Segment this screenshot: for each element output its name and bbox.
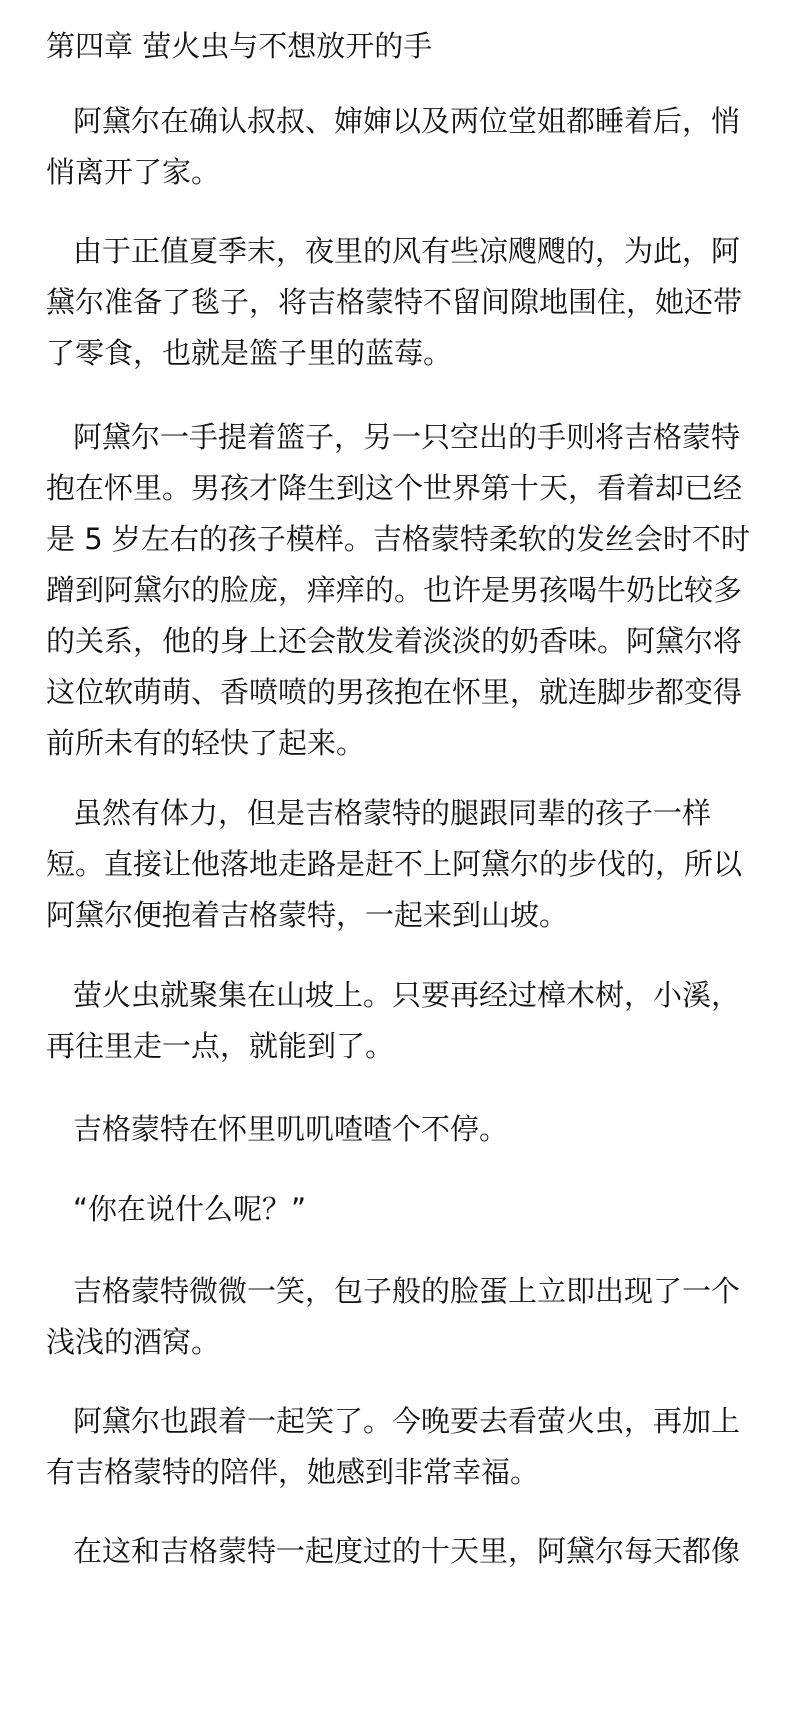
paragraph-7-dialogue	[46, 1184, 766, 1235]
paragraph-line: 蹭到阿黛尔的脸庞，痒痒的。也许是男孩喝牛奶比较多	[46, 573, 743, 607]
paragraph-line: 浅浅的酒窝。	[46, 1325, 221, 1359]
paragraph-3	[46, 412, 766, 769]
paragraph-8	[46, 1266, 766, 1368]
paragraph-line: 阿黛尔便抱着吉格蒙特，一起来到山坡。	[46, 898, 569, 932]
paragraph-2	[46, 226, 766, 379]
paragraph-line: 前所未有的轻快了起来。	[46, 726, 366, 760]
paragraph-line: 悄离开了家。	[46, 155, 221, 189]
paragraph-line: 阿黛尔也跟着一起笑了。今晚要去看萤火虫，再加上	[73, 1404, 741, 1438]
paragraph-line: 有吉格蒙特的陪伴，她感到非常幸福。	[46, 1455, 540, 1489]
paragraph-line: 黛尔准备了毯子，将吉格蒙特不留间隙地围住，她还带	[46, 285, 743, 319]
paragraph-line: 这位软萌萌、香喷喷的男孩抱在怀里，就连脚步都变得	[46, 675, 743, 709]
paragraph-line: 在这和吉格蒙特一起度过的十天里，阿黛尔每天都像	[73, 1534, 741, 1568]
paragraph-5	[46, 970, 766, 1072]
paragraph-line: “你在说什么呢？”	[73, 1192, 307, 1226]
paragraph-9	[46, 1396, 766, 1498]
paragraph-line: 吉格蒙特在怀里叽叽喳喳个不停。	[73, 1112, 509, 1146]
paragraph-line: 虽然有体力，但是吉格蒙特的腿跟同辈的孩子一样	[73, 796, 712, 830]
paragraph-line: 的关系，他的身上还会散发着淡淡的奶香味。阿黛尔将	[46, 624, 743, 658]
paragraph-line: 由于正值夏季末，夜里的风有些凉飕飕的，为此，阿	[73, 234, 741, 268]
paragraph-line: 阿黛尔一手提着篮子，另一只空出的手则将吉格蒙特	[73, 420, 741, 454]
paragraph-line: 萤火虫就聚集在山坡上。只要再经过樟木树，小溪，	[73, 978, 741, 1012]
paragraph-4	[46, 788, 766, 941]
chapter-title: 第四章 萤火虫与不想放开的手	[46, 29, 433, 63]
paragraph-6	[46, 1104, 766, 1155]
paragraph-line: 短。直接让他落地走路是赶不上阿黛尔的步伐的，所以	[46, 847, 743, 881]
paragraph-line: 抱在怀里。男孩才降生到这个世界第十天，看着却已经	[46, 471, 743, 505]
paragraph-1	[46, 96, 766, 198]
paragraph-line: 了零食，也就是篮子里的蓝莓。	[46, 336, 453, 370]
paragraph-10	[46, 1526, 766, 1577]
paragraph-line: 再往里走一点，就能到了。	[46, 1029, 395, 1063]
paragraph-line: 吉格蒙特微微一笑，包子般的脸蛋上立即出现了一个	[73, 1274, 741, 1308]
paragraph-line: 阿黛尔在确认叔叔、婶婶以及两位堂姐都睡着后，悄	[73, 104, 741, 138]
paragraph-line: 是 5 岁左右的孩子模样。吉格蒙特柔软的发丝会时不时	[46, 522, 750, 556]
